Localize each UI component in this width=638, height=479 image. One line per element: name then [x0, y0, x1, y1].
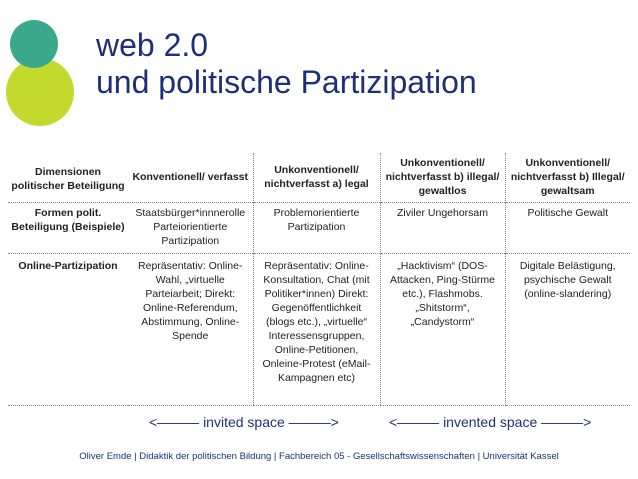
table-cell: Ziviler Ungehorsam: [380, 203, 505, 254]
table-cell: Politische Gewalt: [505, 203, 630, 254]
row-label-formen: Formen polit. Beteiligung (Beispiele): [8, 203, 128, 254]
footer-credit: Oliver Emde | Didaktik der politischen Bildung | Fachbereich 05 - Gesellschaftswissenschaften | Universität Kassel: [79, 451, 559, 462]
table-cell: Repräsentativ: Online-Wahl, „virtuelle Parteiarbeit; Direkt: Online-Referendum, Abstimmung, Online-Spende: [128, 254, 253, 406]
title-line-2: und politische Partizipation: [96, 64, 477, 100]
table-header-row: [8, 153, 630, 203]
invited-space-label: <——— invited space ———>: [149, 414, 339, 430]
lime-circle-decoration: [6, 58, 74, 126]
header-unkonventionell-gewaltsam: Unkonventionell/ nichtverfasst b) Illegal/ gewaltsam: [505, 153, 630, 203]
slide-title: [96, 27, 477, 101]
table-cell: Staatsbürger*innnerolle Parteiorientierte Partizipation: [128, 203, 253, 254]
table-cell: Digitale Belästigung, psychische Gewalt (online-slandering): [505, 254, 630, 406]
table-row: [8, 254, 630, 406]
participation-table: [8, 153, 630, 406]
table-cell: Problemorientierte Partizipation: [253, 203, 380, 254]
header-konventionell: Konventionell/ verfasst: [132, 171, 249, 183]
table-cell: Repräsentativ: Online-Konsultation, Chat (mit Politiker*innen) Direkt: Gegenöffentlichkeit (blogs etc.), „virtuelle“ Interessensgruppen, Online-Petitionen, Onleine-Protest (eMail-Kampagnen etc): [253, 254, 380, 406]
invented-space-label: <——— invented space ———>: [389, 414, 592, 430]
header-dimensionen: Dimensionen politischer Beteiligung: [11, 165, 125, 192]
header-unkonventionell-gewaltlos: Unkonventionell/ nichtverfasst b) illegal/ gewaltlos: [380, 153, 505, 203]
header-unkonventionell-legal: Unkonventionell/ nichtverfasst a) legal: [253, 153, 380, 203]
table-cell: „Hacktivism“ (DOS-Attacken, Ping-Stürme etc.), Flashmobs. „Shitstorm“, „Candystorm“: [380, 254, 505, 406]
teal-circle-decoration: [10, 20, 58, 68]
row-label-online: Online-Partizipation: [8, 254, 128, 406]
table-row: [8, 203, 630, 254]
title-line-1: web 2.0: [96, 27, 209, 63]
